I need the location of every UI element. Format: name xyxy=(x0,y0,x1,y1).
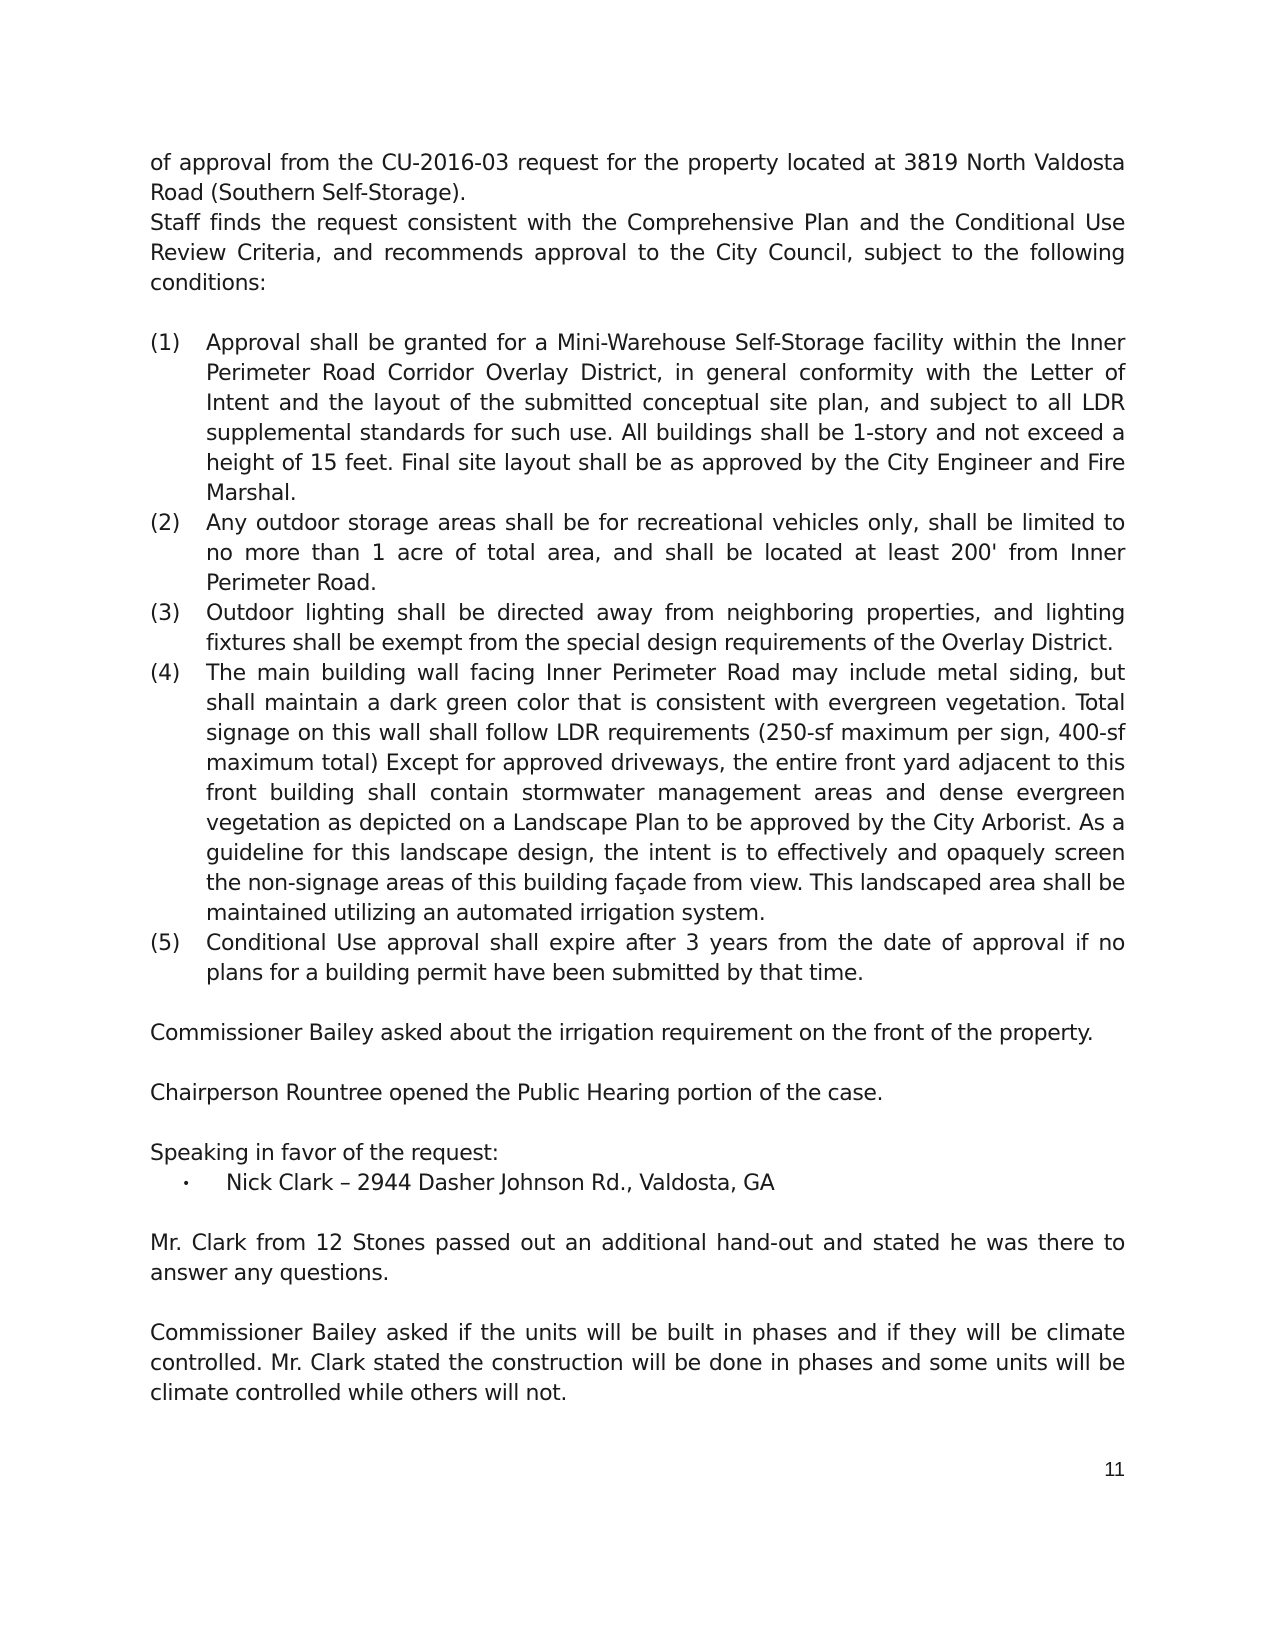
condition-number: (3) xyxy=(150,601,180,626)
staff-finding-paragraph: Staff finds the request consistent with the Comprehensive Plan and the Conditional Use Review Criteria, and recommends approval to the City Council, subject to the following conditions: xyxy=(150,211,1125,296)
condition-item xyxy=(150,929,1125,989)
condition-number: (4) xyxy=(150,661,180,686)
speaker-item xyxy=(182,1169,1125,1199)
bullet-icon: • xyxy=(182,1176,190,1192)
intro-paragraph: of approval from the CU-2016-03 request for the property located at 3819 North Valdosta Road (Southern Self-Storage). xyxy=(150,151,1125,206)
condition-number: (1) xyxy=(150,331,180,356)
page-number: 11 xyxy=(1104,1459,1125,1481)
speaking-in-favor-heading: Speaking in favor of the request: xyxy=(150,1141,499,1166)
condition-text: Outdoor lighting shall be directed away from neighboring properties, and lighting fixtures shall be exempt from the special design requirements of the Overlay District. xyxy=(206,601,1125,656)
condition-item xyxy=(150,329,1125,509)
speakers-list xyxy=(150,1169,1125,1199)
condition-number: (5) xyxy=(150,931,180,956)
public-hearing-paragraph: Chairperson Rountree opened the Public Hearing portion of the case. xyxy=(150,1081,884,1106)
clark-handout-paragraph: Mr. Clark from 12 Stones passed out an additional hand-out and stated he was there to answer any questions. xyxy=(150,1231,1125,1286)
page-body xyxy=(150,149,1125,1409)
condition-item xyxy=(150,599,1125,659)
condition-text: Conditional Use approval shall expire after 3 years from the date of approval if no plans for a building permit have been submitted by that time. xyxy=(206,931,1125,986)
condition-item xyxy=(150,659,1125,929)
speaker-text: Nick Clark – 2944 Dasher Johnson Rd., Valdosta, GA xyxy=(226,1171,775,1196)
conditions-list xyxy=(150,329,1125,989)
condition-text: Any outdoor storage areas shall be for recreational vehicles only, shall be limited to no more than 1 acre of total area, and shall be located at least 200' from Inner Perimeter Road. xyxy=(206,511,1125,596)
condition-text: The main building wall facing Inner Perimeter Road may include metal siding, but shall maintain a dark green color that is consistent with evergreen vegetation. Total signage on this wall shall follow LDR requirements (250-sf maximum per sign, 400-sf maximum total) Except for approved driveways, the entire front yard adjacent to this front building shall contain stormwater management areas and dense evergreen vegetation as depicted on a Landscape Plan to be approved by the City Arborist. As a guideline for this landscape design, the intent is to effectively and opaquely screen the non-signage areas of this building façade from view. This landscaped area shall be maintained utilizing an automated irrigation system. xyxy=(206,661,1125,926)
bailey-phases-paragraph: Commissioner Bailey asked if the units will be built in phases and if they will be climate controlled. Mr. Clark stated the construction will be done in phases and some units will be climate controlled while others will not. xyxy=(150,1321,1125,1406)
bailey-irrigation-paragraph: Commissioner Bailey asked about the irrigation requirement on the front of the property. xyxy=(150,1021,1094,1046)
condition-number: (2) xyxy=(150,511,180,536)
condition-item xyxy=(150,509,1125,599)
condition-text: Approval shall be granted for a Mini-Warehouse Self-Storage facility within the Inner Perimeter Road Corridor Overlay District, in general conformity with the Letter of Intent and the layout of the submitted conceptual site plan, and subject to all LDR supplemental standards for such use. All buildings shall be 1-story and not exceed a height of 15 feet. Final site layout shall be as approved by the City Engineer and Fire Marshal. xyxy=(206,331,1125,506)
